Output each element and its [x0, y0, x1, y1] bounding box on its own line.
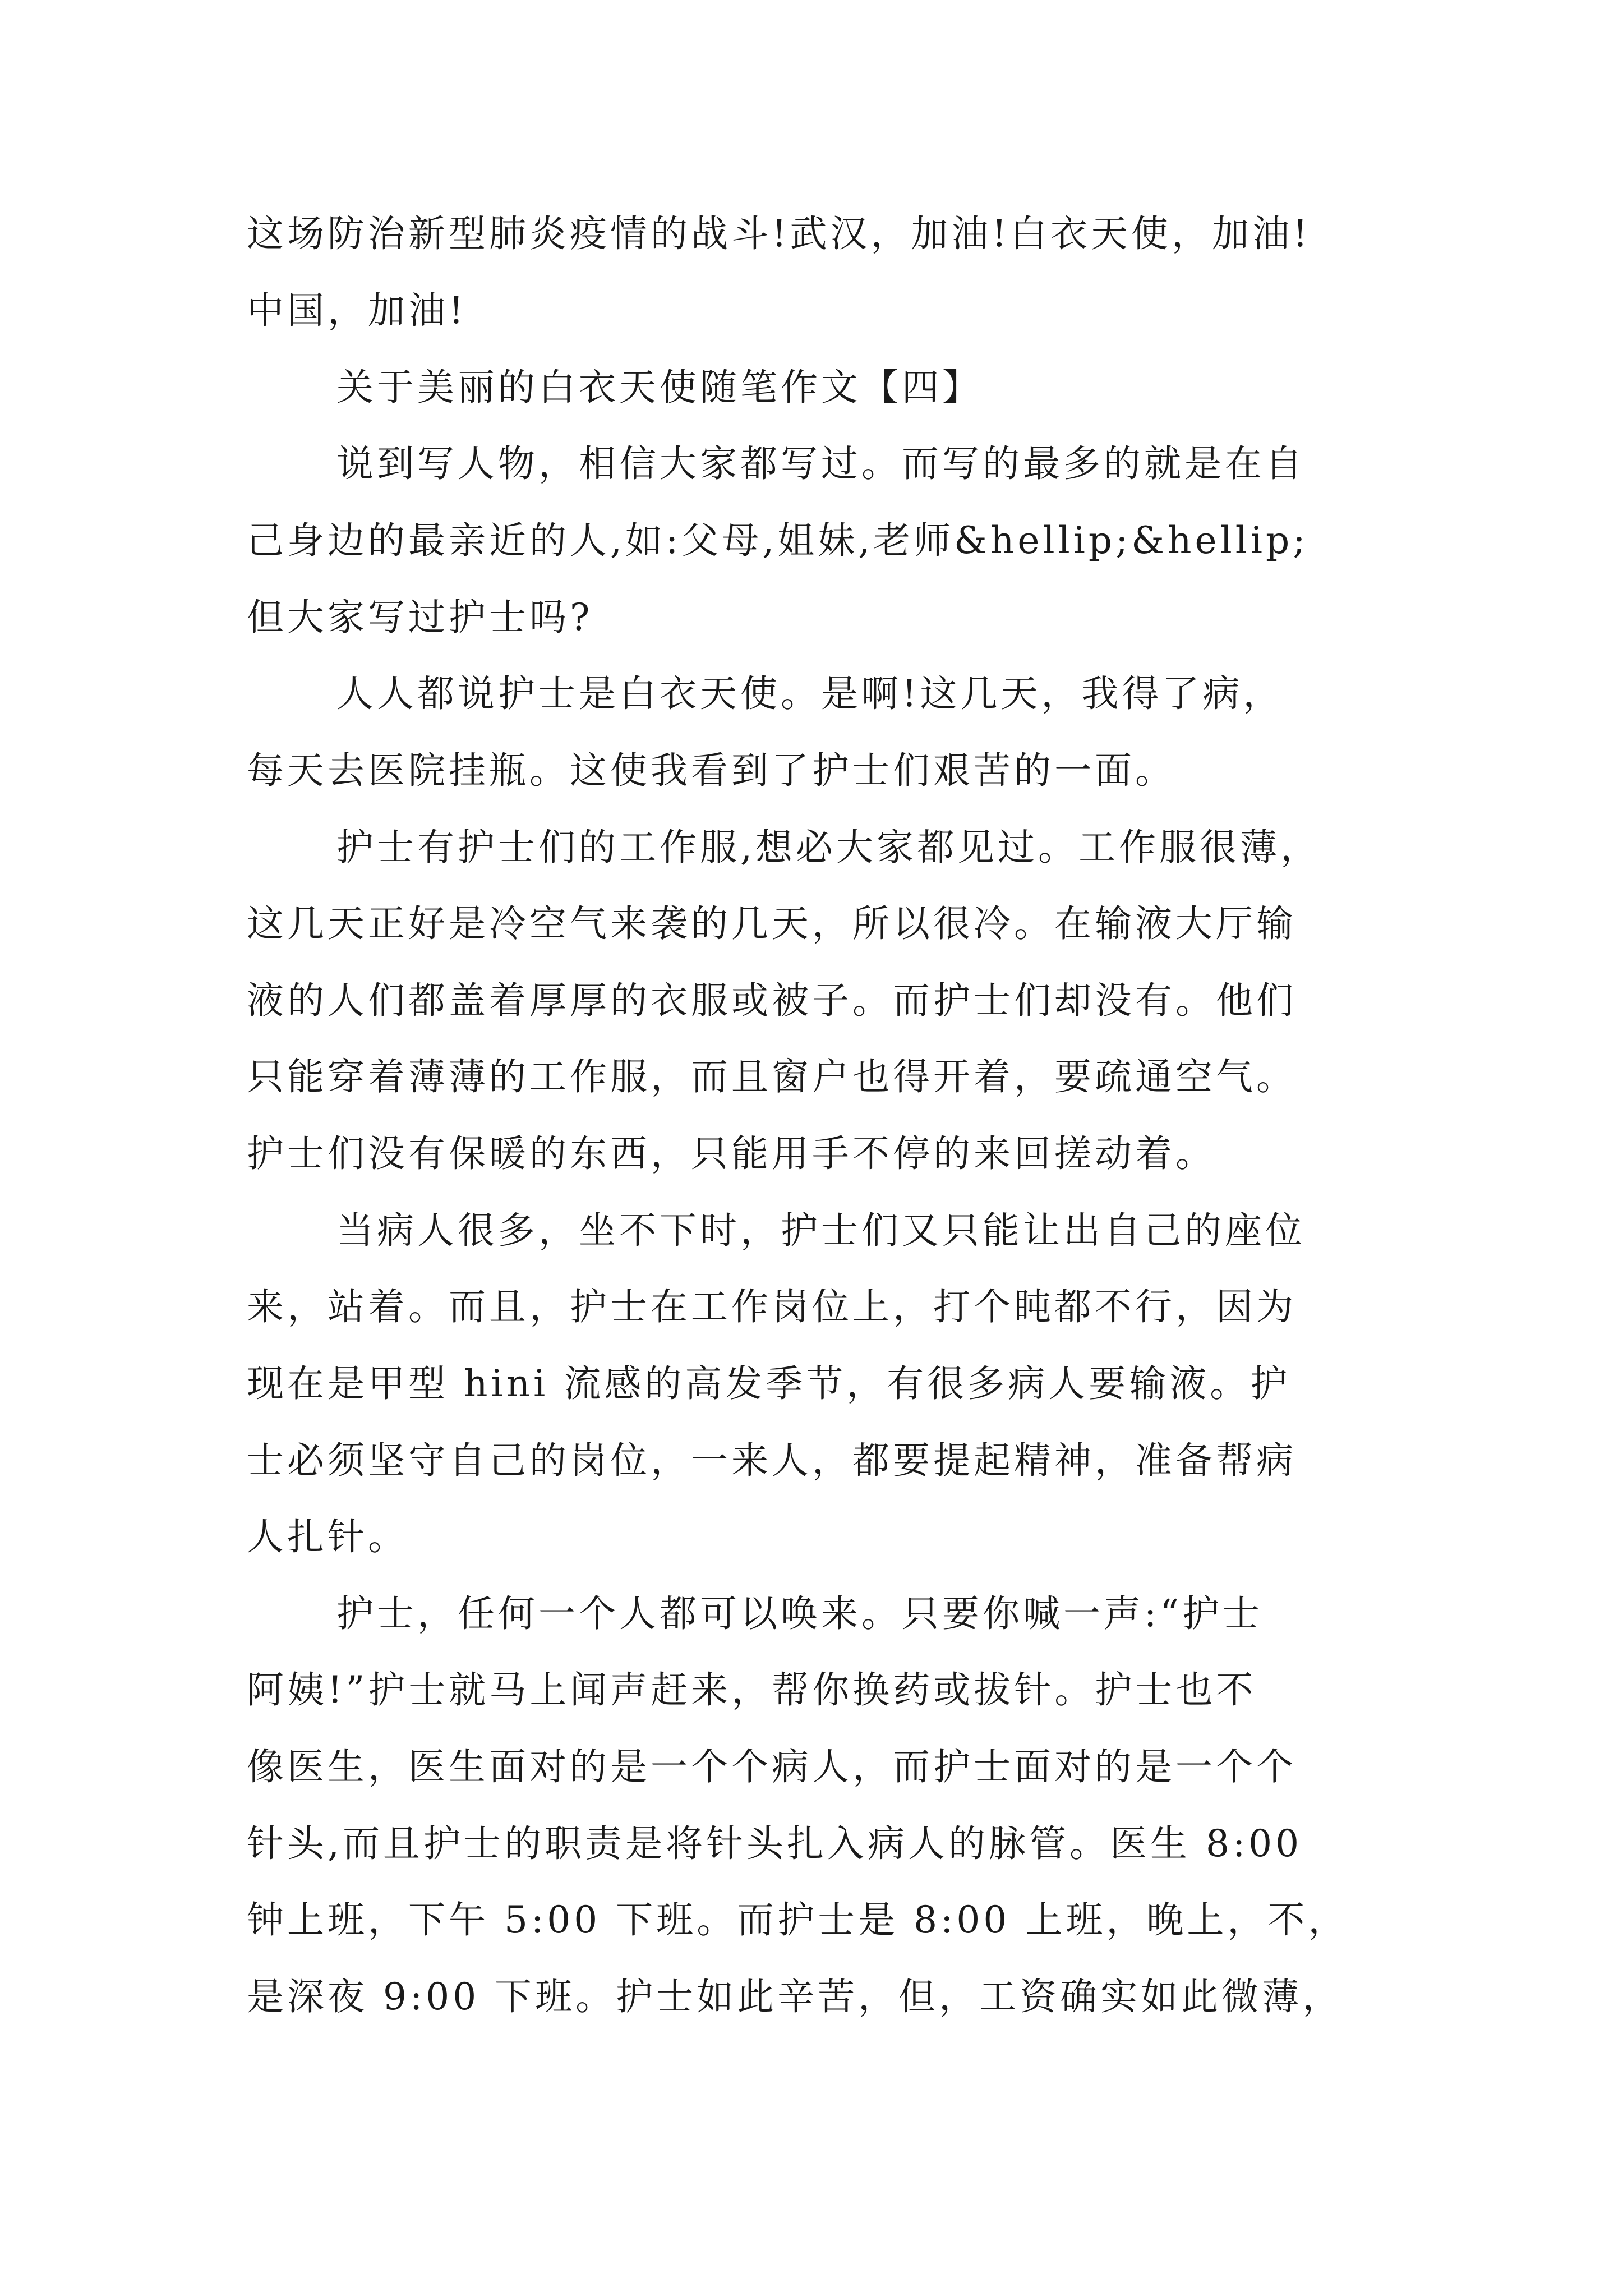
- paragraph-line: 阿姨!”护士就马上闻声赶来，帮你换药或拔针。护士也不: [247, 1668, 1257, 1711]
- paragraph-line: 士必须坚守自己的岗位，一来人，都要提起精神，准备帮病: [247, 1439, 1297, 1482]
- paragraph-line: 护士有护士们的工作服,想必大家都见过。工作服很薄，: [336, 826, 1321, 869]
- paragraph-line: 每天去医院挂瓶。这使我看到了护士们艰苦的一面。: [247, 749, 1175, 792]
- paragraph-line: 己身边的最亲近的人,如:父母,姐妹,老师&hellip;&hellip;: [247, 519, 1309, 562]
- paragraph-line: 人人都说护士是白衣天使。是啊!这几天，我得了病，: [336, 672, 1284, 715]
- paragraph-line: 钟上班，下午 5:00 下班。而护士是 8:00 上班，晚上，不，: [247, 1898, 1349, 1941]
- section-heading: 关于美丽的白衣天使随笔作文【四】: [336, 366, 983, 409]
- paragraph-line: 当病人很多，坐不下时，护士们又只能让出自己的座位: [336, 1209, 1306, 1252]
- paragraph-line: 来，站着。而且，护士在工作岗位上，打个盹都不行，因为: [247, 1285, 1297, 1328]
- paragraph-line: 是深夜 9:00 下班。护士如此辛苦，但，工资确实如此微薄，: [247, 1975, 1343, 2018]
- paragraph-line: 现在是甲型 hini 流感的高发季节，有很多病人要输液。护: [247, 1362, 1291, 1405]
- paragraph-line: 液的人们都盖着厚厚的衣服或被子。而护士们却没有。他们: [247, 979, 1297, 1022]
- paragraph-line: 只能穿着薄薄的工作服，而且窗户也得开着，要疏通空气。: [247, 1055, 1297, 1098]
- paragraph-line: 这几天正好是冷空气来袭的几天，所以很冷。在输液大厅输: [247, 902, 1297, 945]
- paragraph-line: 人扎针。: [247, 1515, 408, 1558]
- paragraph-line: 说到写人物，相信大家都写过。而写的最多的就是在自: [336, 442, 1306, 485]
- paragraph-line: 这场防治新型肺炎疫情的战斗!武汉，加油!白衣天使，加油!: [247, 212, 1311, 255]
- paragraph-line: 但大家写过护士吗?: [247, 596, 593, 639]
- paragraph-line: 护士们没有保暖的东西，只能用手不停的来回搓动着。: [247, 1132, 1216, 1175]
- paragraph-line: 中国，加油!: [247, 289, 467, 332]
- paragraph-line: 像医生，医生面对的是一个个病人，而护士面对的是一个个: [247, 1745, 1297, 1788]
- paragraph-line: 针头,而且护士的职责是将针头扎入病人的脉管。医生 8:00: [247, 1822, 1303, 1865]
- paragraph-line: 护士，任何一个人都可以唤来。只要你喊一声:“护士: [336, 1592, 1263, 1635]
